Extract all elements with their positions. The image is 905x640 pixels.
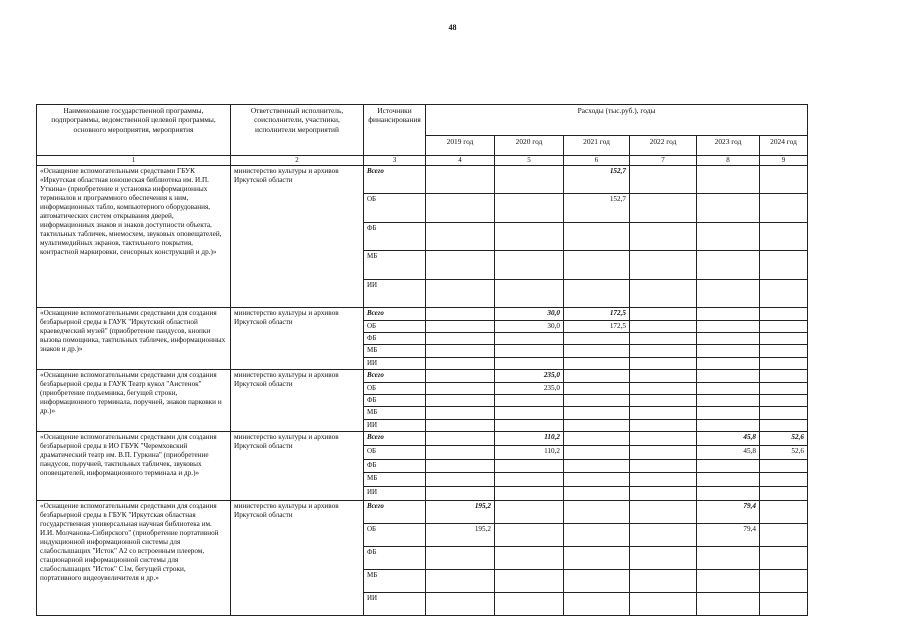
header-source: Источники финансирования <box>364 105 426 156</box>
expense-value <box>426 382 495 394</box>
expense-value <box>697 333 760 345</box>
expense-value: 52,6 <box>760 445 808 459</box>
funding-source: ИИ <box>364 279 426 308</box>
expense-value <box>697 407 760 419</box>
expense-value <box>495 279 564 308</box>
expense-value: 235,0 <box>495 382 564 394</box>
expense-value: 172,5 <box>564 308 630 320</box>
expense-value <box>630 592 697 615</box>
expense-value <box>426 473 495 487</box>
expense-value <box>697 569 760 592</box>
expense-value <box>426 251 495 280</box>
header-year: 2019 год <box>426 136 495 156</box>
expense-value <box>697 382 760 394</box>
expense-value <box>697 419 760 431</box>
expense-value <box>760 222 808 251</box>
expense-value <box>760 394 808 406</box>
expense-value <box>564 473 630 487</box>
expense-value <box>630 445 697 459</box>
funding-source: ОБ <box>364 194 426 223</box>
funding-source: Всего <box>364 165 426 194</box>
expense-value <box>697 345 760 357</box>
expense-value <box>564 445 630 459</box>
expense-value <box>564 459 630 473</box>
expense-value <box>426 194 495 223</box>
expense-value <box>426 333 495 345</box>
expense-value <box>495 592 564 615</box>
expense-value: 30,0 <box>495 320 564 332</box>
expense-value <box>697 222 760 251</box>
measure-name: «Оснащение вспомогательными средствами для создания безбарьерной среды в ГАУК "Иркутский областной краеведческий музей" (приобретение пандусов, кнопки вызова помощника, тактильных табличек, информационных знаков и др.)» <box>37 308 231 370</box>
funding-source: ФБ <box>364 459 426 473</box>
expense-value <box>426 445 495 459</box>
funding-source: ИИ <box>364 486 426 500</box>
column-number: 4 <box>426 156 495 166</box>
measure-executor: министерство культуры и архивов Иркутской области <box>231 500 364 615</box>
expense-value: 195,2 <box>426 500 495 523</box>
expense-value <box>495 357 564 369</box>
expense-value <box>697 546 760 569</box>
expense-value <box>760 486 808 500</box>
expense-value: 235,0 <box>495 370 564 382</box>
expense-value: 172,5 <box>564 320 630 332</box>
header-year: 2023 год <box>697 136 760 156</box>
expense-value <box>426 279 495 308</box>
expense-value <box>495 251 564 280</box>
expense-value <box>630 165 697 194</box>
expense-value <box>630 370 697 382</box>
funding-source: ФБ <box>364 333 426 345</box>
expense-value <box>426 546 495 569</box>
measure-executor: министерство культуры и архивов Иркутской области <box>231 432 364 500</box>
program-block <box>37 370 808 432</box>
funding-source: ФБ <box>364 394 426 406</box>
column-number: 9 <box>760 156 808 166</box>
table-row <box>37 308 808 320</box>
expense-value <box>760 592 808 615</box>
expense-value <box>697 459 760 473</box>
expense-value <box>495 345 564 357</box>
expense-value <box>495 407 564 419</box>
expense-value <box>495 523 564 546</box>
expense-value <box>564 592 630 615</box>
funding-source: ФБ <box>364 222 426 251</box>
expense-value <box>630 500 697 523</box>
expense-value <box>760 473 808 487</box>
program-block <box>37 165 808 308</box>
table-row <box>37 432 808 446</box>
expense-value <box>760 382 808 394</box>
funding-source: МБ <box>364 569 426 592</box>
expense-value <box>426 459 495 473</box>
expense-value <box>495 459 564 473</box>
expense-value: 79,4 <box>697 500 760 523</box>
expense-value <box>495 394 564 406</box>
expense-value <box>760 308 808 320</box>
expense-value <box>697 165 760 194</box>
funding-source: Всего <box>364 370 426 382</box>
expense-value <box>564 357 630 369</box>
column-number: 8 <box>697 156 760 166</box>
expense-value <box>426 222 495 251</box>
expense-value <box>697 279 760 308</box>
funding-source: ИИ <box>364 419 426 431</box>
funding-source: МБ <box>364 473 426 487</box>
expense-value: 110,2 <box>495 432 564 446</box>
expense-value <box>495 222 564 251</box>
expense-value <box>760 165 808 194</box>
expense-value <box>564 546 630 569</box>
expense-value <box>564 251 630 280</box>
funding-source: Всего <box>364 308 426 320</box>
header-year: 2021 год <box>564 136 630 156</box>
expense-value <box>630 308 697 320</box>
column-number: 6 <box>564 156 630 166</box>
expense-value <box>630 382 697 394</box>
funding-source: ИИ <box>364 357 426 369</box>
expense-value <box>630 345 697 357</box>
expense-value <box>495 194 564 223</box>
expense-value <box>426 486 495 500</box>
expense-value <box>426 308 495 320</box>
expense-value <box>760 419 808 431</box>
expense-value <box>426 165 495 194</box>
expense-value <box>426 320 495 332</box>
expense-value <box>697 357 760 369</box>
expense-value <box>630 222 697 251</box>
expense-value <box>760 523 808 546</box>
expense-value <box>697 394 760 406</box>
expenses-table <box>36 104 808 616</box>
table-row <box>37 370 808 382</box>
page-number: 48 <box>448 23 457 32</box>
expense-value <box>564 222 630 251</box>
expense-value <box>760 251 808 280</box>
funding-source: ОБ <box>364 320 426 332</box>
expense-value <box>495 165 564 194</box>
measure-name: «Оснащение вспомогательными средствами для создания безбарьерной среды в ИО ГБУК "Черемховский драматический театр им. В.П. Гуркина" (приобретение пандусов, поручней, тактильных табличек, звуковых оповещателей, информационного терминала и др.)» <box>37 432 231 500</box>
expense-value <box>630 486 697 500</box>
program-block <box>37 500 808 615</box>
table-row <box>37 500 808 523</box>
expense-value <box>564 523 630 546</box>
expense-value <box>630 407 697 419</box>
expense-value <box>697 473 760 487</box>
measure-executor: министерство культуры и архивов Иркутской области <box>231 165 364 308</box>
header-executor: Ответственный исполнитель, соисполнители, участники, исполнители мероприятий <box>231 105 364 156</box>
expense-value: 152,7 <box>564 165 630 194</box>
funding-source: ИИ <box>364 592 426 615</box>
expense-value <box>630 546 697 569</box>
expense-value <box>630 569 697 592</box>
expense-value <box>697 194 760 223</box>
expense-value <box>760 569 808 592</box>
expense-value <box>564 500 630 523</box>
expense-value <box>630 459 697 473</box>
expense-value <box>564 370 630 382</box>
expense-value <box>564 569 630 592</box>
funding-source: Всего <box>364 432 426 446</box>
expense-value <box>760 279 808 308</box>
expense-value <box>495 473 564 487</box>
expense-value <box>426 419 495 431</box>
expense-value: 45,8 <box>697 445 760 459</box>
expense-value <box>630 523 697 546</box>
program-block <box>37 432 808 500</box>
expense-value <box>564 419 630 431</box>
funding-source: Всего <box>364 500 426 523</box>
expense-value <box>564 333 630 345</box>
expense-value <box>426 370 495 382</box>
expense-value <box>630 473 697 487</box>
expense-value <box>426 357 495 369</box>
expense-value <box>564 279 630 308</box>
expense-value <box>564 345 630 357</box>
expense-value <box>630 279 697 308</box>
expense-value: 45,8 <box>697 432 760 446</box>
funding-source: МБ <box>364 407 426 419</box>
measure-name: «Оснащение вспомогательными средствами для создания безбарьерной среды в ГБУК "Иркутская областная государственная универсальная научная библиотека им. И.И. Молчанова-Сибирского" (приобретение портативной индукционной информационной системы для слабослышащих "Исток" А2 со встроенным плеером, стационарной информационной системы для слабослышащих "Исток" С1м, бегущей строки, портативного видеоувеличителя и др.» <box>37 500 231 615</box>
expense-value <box>760 194 808 223</box>
column-number: 5 <box>495 156 564 166</box>
expense-value <box>426 569 495 592</box>
expense-value <box>760 320 808 332</box>
funding-source: ОБ <box>364 523 426 546</box>
expense-value <box>564 394 630 406</box>
expense-value <box>630 357 697 369</box>
expense-value <box>760 345 808 357</box>
expense-value <box>426 345 495 357</box>
header-year: 2022 год <box>630 136 697 156</box>
expense-value <box>760 500 808 523</box>
expense-value <box>426 407 495 419</box>
expense-value <box>495 486 564 500</box>
program-block <box>37 308 808 370</box>
header-name: Наименование государственной программы, подпрограммы, ведомственной целевой программы, основного мероприятия, мероприятия <box>37 105 231 156</box>
column-number: 1 <box>37 156 231 166</box>
column-number: 3 <box>364 156 426 166</box>
expense-value <box>697 251 760 280</box>
expense-value: 195,2 <box>426 523 495 546</box>
expense-value <box>697 320 760 332</box>
expense-value <box>760 407 808 419</box>
header-expenses: Расходы (тыс.руб.), годы <box>426 105 808 136</box>
expense-value <box>426 394 495 406</box>
expense-value <box>697 308 760 320</box>
expense-value <box>495 500 564 523</box>
expense-value <box>630 419 697 431</box>
expense-value <box>630 320 697 332</box>
expense-value <box>697 592 760 615</box>
expense-value <box>697 486 760 500</box>
expense-value <box>564 407 630 419</box>
expense-value <box>564 432 630 446</box>
measure-executor: министерство культуры и архивов Иркутской области <box>231 370 364 432</box>
expense-value <box>760 357 808 369</box>
header-year: 2024 год <box>760 136 808 156</box>
expense-value <box>630 333 697 345</box>
expense-value <box>697 370 760 382</box>
expense-value <box>760 370 808 382</box>
expense-value <box>495 419 564 431</box>
expense-value <box>630 394 697 406</box>
expense-value <box>495 546 564 569</box>
header-year: 2020 год <box>495 136 564 156</box>
expense-value <box>564 486 630 500</box>
expense-value <box>426 432 495 446</box>
measure-executor: министерство культуры и архивов Иркутской области <box>231 308 364 370</box>
expense-value <box>630 194 697 223</box>
funding-source: МБ <box>364 345 426 357</box>
expense-value: 52,6 <box>760 432 808 446</box>
expense-value: 30,0 <box>495 308 564 320</box>
expense-value: 110,2 <box>495 445 564 459</box>
table-row <box>37 165 808 194</box>
expense-value <box>426 592 495 615</box>
expense-value <box>495 569 564 592</box>
funding-source: ФБ <box>364 546 426 569</box>
expense-value <box>630 251 697 280</box>
expense-value <box>630 432 697 446</box>
funding-source: ОБ <box>364 445 426 459</box>
expense-value <box>760 459 808 473</box>
column-number: 7 <box>630 156 697 166</box>
funding-source: МБ <box>364 251 426 280</box>
funding-source: ОБ <box>364 382 426 394</box>
expense-value <box>564 382 630 394</box>
measure-name: «Оснащение вспомогательными средствами ГБУК «Иркутская областная юношеская библиотека им. И.П. Уткина» (приобретение и установка информационных терминалов и программного обеспечения к ним, информационных табло, компьютерного оборудования, автоматических систем открывания дверей, информационных знаков и знаков доступности объекта, тактильных табличек, мнемосхем, звуковых оповещателей, мультимедийных экранов, тактильного покрытия, контрастной маркировки, сенсорных конструкций и др.)» <box>37 165 231 308</box>
expense-value <box>760 546 808 569</box>
column-number: 2 <box>231 156 364 166</box>
measure-name: «Оснащение вспомогательными средствами для создания безбарьерной среды в ГАУК Театр кукол "Аистенок"(приобретение подъемника, бегущей строки, информационного терминала, поручней, знаков парковки и др.)» <box>37 370 231 432</box>
expense-value: 79,4 <box>697 523 760 546</box>
expense-value: 152,7 <box>564 194 630 223</box>
expense-value <box>760 333 808 345</box>
expense-value <box>495 333 564 345</box>
